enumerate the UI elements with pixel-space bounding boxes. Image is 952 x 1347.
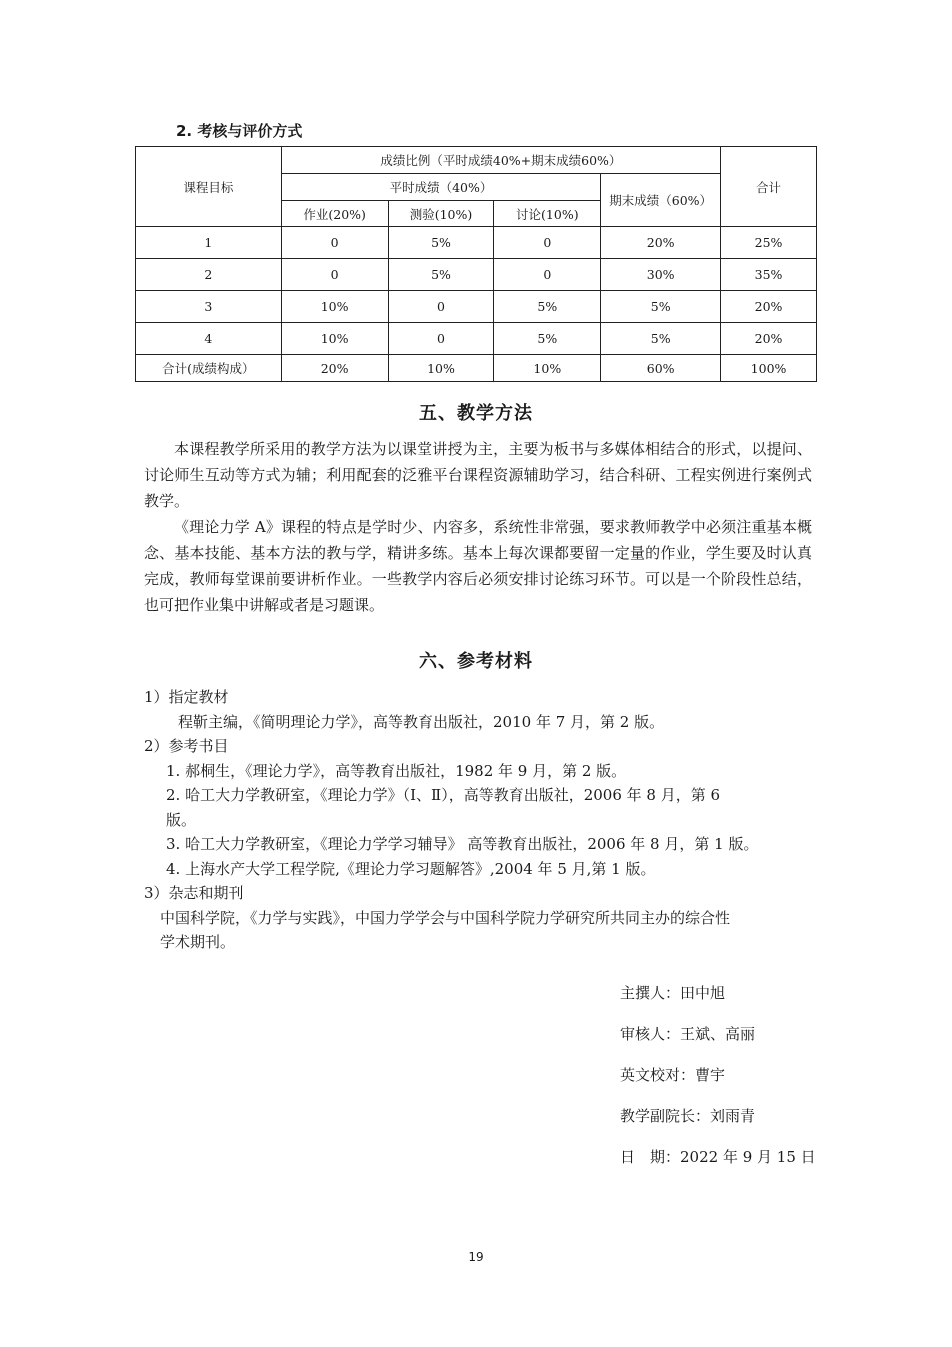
table-cell: 10% — [388, 355, 494, 382]
journal-entry-continued: 学术期刊。 — [160, 933, 236, 951]
table-cell: 0 — [388, 291, 494, 323]
teaching-methods-body — [144, 436, 812, 618]
grade-table — [135, 146, 817, 382]
table-cell: 100% — [721, 355, 817, 382]
reference-item: 4. 上海水产大学工程学院,《理论力学习题解答》,2004 年 5 月,第 1 版。 — [166, 859, 656, 878]
signature-english-check: 英文校对：曹宇 — [620, 1066, 726, 1084]
table-row — [136, 259, 817, 291]
page-number: 19 — [468, 1250, 484, 1264]
header-usual-grade: 平时成绩（40%） — [281, 174, 601, 201]
header-grade-ratio: 成绩比例（平时成绩40%+期末成绩60%） — [281, 147, 720, 174]
header-homework: 作业(20%) — [281, 201, 388, 227]
table-row — [136, 227, 817, 259]
signature-author: 主撰人：田中旭 — [620, 984, 726, 1002]
table-cell: 5% — [494, 323, 601, 355]
section-title-assessment: 2. 考核与评价方式 — [176, 122, 303, 140]
table-cell: 3 — [136, 291, 282, 323]
table-cell: 1 — [136, 227, 282, 259]
table-cell: 35% — [721, 259, 817, 291]
reference-item: 3. 哈工大力学教研室，《理论力学学习辅导》 高等教育出版社，2006 年 8 月，第 1 版。 — [166, 835, 759, 853]
table-cell: 5% — [601, 323, 721, 355]
table-cell: 60% — [601, 355, 721, 382]
table-cell: 5% — [601, 291, 721, 323]
reference-item-continued: 版。 — [166, 810, 197, 829]
table-cell: 0 — [281, 227, 388, 259]
table-row — [136, 323, 817, 355]
table-cell: 30% — [601, 259, 721, 291]
journal-entry: 中国科学院，《力学与实践》，中国力学学会与中国科学院力学研究所共同主办的综合性 — [160, 908, 731, 927]
table-cell: 10% — [281, 291, 388, 323]
paragraph: 《理论力学 A》课程的特点是学时少、内容多，系统性非常强，要求教师教学中必须注重基本概念、基本技能、基本方法的教与学，精讲多练。基本上每次课都要留一定量的作业，学生要及时认真完成，教师每堂课前要讲析作业。一些教学内容后必须安排讨论练习环节。可以是一个阶段性总结，也可把作业集中讲解或者是习题课。 — [144, 518, 812, 614]
table-cell: 0 — [494, 227, 601, 259]
table-cell: 5% — [494, 291, 601, 323]
header-quiz: 测验(10%) — [388, 201, 494, 227]
textbook-entry: 程靳主编，《简明理论力学》，高等教育出版社，2010 年 7 月，第 2 版。 — [178, 712, 665, 731]
reference-books-label: 2）参考书目 — [144, 737, 229, 755]
table-cell: 4 — [136, 323, 282, 355]
header-course-goal: 课程目标 — [136, 147, 282, 227]
table-cell: 0 — [494, 259, 601, 291]
header-discussion: 讨论(10%) — [494, 201, 601, 227]
table-cell: 20% — [281, 355, 388, 382]
textbook-label: 1）指定教材 — [144, 688, 229, 706]
table-cell: 10% — [494, 355, 601, 382]
section-heading-teaching-methods: 五、教学方法 — [419, 403, 533, 424]
table-row — [136, 291, 817, 323]
table-cell: 合计(成绩构成） — [136, 355, 282, 382]
table-cell: 0 — [281, 259, 388, 291]
reference-item: 2. 哈工大力学教研室，《理论力学》（Ⅰ、Ⅱ），高等教育出版社，2006 年 8 月，第 6 — [166, 786, 721, 804]
table-cell: 25% — [721, 227, 817, 259]
section-heading-references: 六、参考材料 — [419, 651, 533, 672]
table-cell: 10% — [281, 323, 388, 355]
signature-dean: 教学副院长：刘雨青 — [620, 1107, 756, 1125]
signature-date: 日 期：2022 年 9 月 15 日 — [620, 1148, 816, 1166]
table-cell: 0 — [388, 323, 494, 355]
table-cell: 5% — [388, 259, 494, 291]
journals-label: 3）杂志和期刊 — [144, 884, 244, 902]
reference-item: 1. 郝桐生，《理论力学》，高等教育出版社，1982 年 9 月，第 2 版。 — [166, 761, 627, 780]
table-cell: 2 — [136, 259, 282, 291]
table-cell: 20% — [721, 323, 817, 355]
header-total: 合计 — [721, 147, 817, 227]
table-total-row — [136, 355, 817, 382]
references-list — [144, 685, 816, 955]
paragraph: 本课程教学所采用的教学方法为以课堂讲授为主，主要为板书与多媒体相结合的形式，以提问、讨论师生互动等方式为辅；利用配套的泛雅平台课程资源辅助学习，结合科研、工程实例进行案例式教学。 — [144, 440, 812, 510]
table-cell: 5% — [388, 227, 494, 259]
header-final-grade: 期末成绩（60%） — [601, 174, 721, 227]
signature-reviewer: 审核人：王斌、高丽 — [620, 1025, 756, 1043]
table-cell: 20% — [601, 227, 721, 259]
table-cell: 20% — [721, 291, 817, 323]
